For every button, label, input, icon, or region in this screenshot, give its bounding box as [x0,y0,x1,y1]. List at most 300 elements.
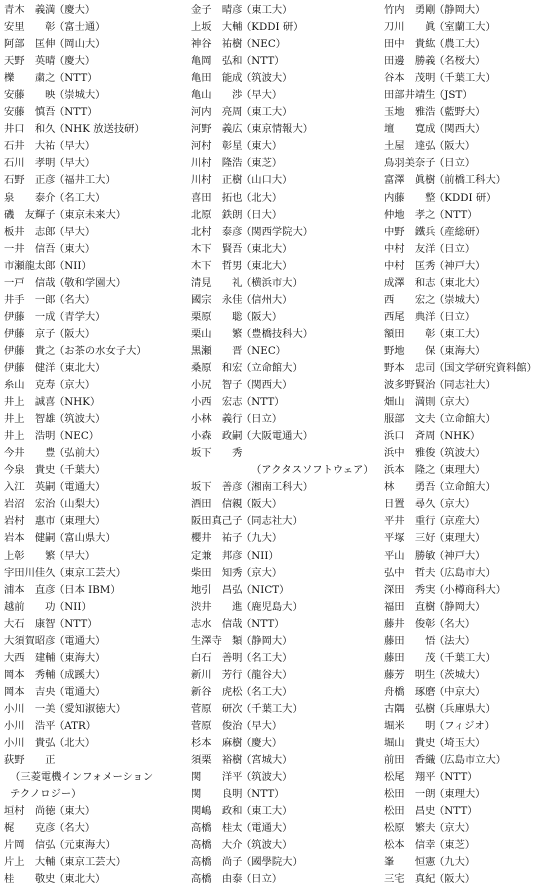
reviewer-entry [191,479,384,496]
reviewer-affiliation: （京大） [434,822,476,835]
reviewer-entry [191,258,384,275]
reviewer-affiliation: （信州大） [241,293,293,306]
reviewer-name: 梶 克彦 [4,822,56,835]
reviewer-name: 前田 香織 [384,754,436,767]
reviewer-name: 新川 芳行 [191,668,243,681]
reviewer-name: 中村 匡秀 [384,259,436,272]
reviewer-entry [191,224,384,241]
reviewer-affiliation: （NTT） [434,771,478,784]
reviewer-affiliation: （関西大） [241,379,293,392]
reviewer-entry [384,87,539,104]
reviewer-entry [191,2,384,19]
reviewer-name: 藤田 悟 [384,634,436,647]
reviewer-affiliation: （名工大） [241,685,293,698]
reviewer-affiliation: （東芝） [434,839,476,852]
reviewer-name: 野本 忠司 [384,361,436,374]
reviewer-name: 関 良明 [191,788,243,801]
reviewer-name: 坂下 秀 [191,447,243,460]
reviewer-affiliation: （NTT） [434,208,478,221]
reviewer-entry [191,275,384,292]
reviewer-affiliation: （静岡大） [434,600,486,613]
reviewer-affiliation: （広島市立大） [434,754,507,767]
reviewer-entry [4,172,191,189]
reviewer-entry [191,70,384,87]
reviewer-entry [4,258,191,275]
reviewer-name: 大須賀昭彦 [4,634,56,647]
reviewer-affiliation: （東工大） [241,4,293,16]
reviewer-name: 小林 義行 [191,413,243,426]
reviewer-affiliation: （関西学院大） [241,225,314,238]
reviewer-name: 大石 康智 [4,617,56,630]
reviewer-entry [4,19,191,36]
reviewer-entry [191,138,384,155]
reviewer-name: 浜口 斉周 [384,430,436,443]
reviewer-name: 桂 敬史 [4,873,56,886]
reviewer-affiliation: （早大） [241,719,283,732]
reviewer-affiliation: （富山県大） [54,532,116,545]
reviewer-affiliation: （電通大） [54,685,106,698]
reviewer-entry [191,104,384,121]
reviewer-affiliation: （東工大） [241,106,293,119]
reviewer-entry [191,513,384,530]
reviewer-name: 糸山 克寿 [4,379,56,392]
reviewer-entry [4,854,191,871]
reviewer-name: 岡本 吉央 [4,685,56,698]
reviewer-entry [4,343,191,360]
reviewer-entry [191,718,384,735]
reviewer-affiliation: （NEC） [241,344,286,357]
reviewer-entry [4,360,191,377]
reviewer-affiliation: （静岡大） [241,634,293,647]
reviewer-name: 櫟 粛之 [4,72,56,85]
reviewer-entry [4,394,191,411]
reviewer-name: 田部井靖生 [384,89,436,102]
reviewer-entry [384,36,539,53]
reviewer-entry [4,36,191,53]
reviewer-name: 亀山 渉 [191,89,243,102]
reviewer-name: 内藤 整 [384,191,436,204]
reviewer-name: 藤田 茂 [384,651,436,664]
reviewer-affiliation: （東北大） [241,259,293,272]
reviewer-affiliation: （成蹊大） [54,668,106,681]
reviewer-affiliation: （福井工大） [54,174,116,187]
reviewer-affiliation: （関西大） [434,123,486,136]
reviewer-name: 堀米 明 [384,719,436,732]
reviewer-entry [191,19,384,36]
reviewer-affiliation: （東京工芸大） [54,856,127,869]
reviewer-affiliation: （お茶の水女子大） [54,344,147,357]
reviewer-name: 井上 誠喜 [4,396,56,409]
reviewer-entry [191,565,384,582]
reviewer-affiliation: （名大） [434,617,476,630]
reviewer-name: 杉本 麻樹 [191,737,243,750]
reviewer-name: 今井 豊 [4,447,56,460]
reviewer-entry [384,633,539,650]
reviewer-entry [4,633,191,650]
reviewer-name: 額田 彰 [384,327,436,340]
reviewer-affiliation: （東工大） [434,327,486,340]
reviewer-name: 松原 繁夫 [384,822,436,835]
reviewer-affiliation: （弘前大） [54,447,106,460]
reviewer-affiliation: （NEC） [54,430,99,443]
reviewer-name: 安里 彰 [4,21,56,34]
reviewer-name: 藤芳 明生 [384,668,436,681]
reviewer-name: 喜田 拓也 [191,191,243,204]
reviewer-entry [4,207,191,224]
reviewer-affiliation: （名大） [54,293,96,306]
reviewer-name: 北村 泰彦 [191,225,243,238]
reviewer-name: 玉地 雅浩 [384,106,436,119]
reviewer-entry [384,70,539,87]
reviewer-entry [191,684,384,701]
reviewer-affiliation: （フィジオ） [434,719,495,732]
affiliation-continuation-line [4,786,191,803]
reviewer-name: 小森 政嗣 [191,430,243,443]
reviewer-affiliation: （NTT） [241,788,285,801]
reviewer-entry [384,513,539,530]
reviewer-affiliation: （北大） [54,737,96,750]
reviewer-entry [4,650,191,667]
reviewer-affiliation: （NTT） [54,617,98,630]
reviewer-affiliation: （東海大） [434,344,486,357]
reviewer-affiliation: （九大） [434,856,476,869]
reviewer-affiliation: （小樽商科大） [434,583,507,596]
reviewer-name: 桑原 和宏 [191,361,243,374]
reviewer-affiliation: （NII） [241,549,279,562]
reviewer-name: 木下 哲男 [191,259,243,272]
reviewer-entry [191,343,384,360]
reviewer-name: 阿部 匡伸 [4,38,56,51]
reviewer-name: 峯 恒憲 [384,856,436,869]
reviewer-affiliation: （名工大） [241,651,293,664]
reviewer-entry [4,138,191,155]
reviewer-affiliation: （鹿児島大） [241,600,303,613]
reviewer-affiliation: （豊橋技科大） [241,327,314,340]
reviewer-affiliation: （早大） [54,225,96,238]
reviewer-affiliation: （名桜大） [434,55,486,68]
reviewer-entry [4,820,191,837]
reviewer-entry [4,445,191,462]
reviewer-entry [4,718,191,735]
reviewer-column-2 [191,2,384,886]
reviewer-entry [191,121,384,138]
reviewer-affiliation: （日立） [434,242,476,255]
reviewer-name: 定兼 邦彦 [191,549,243,562]
reviewer-affiliation: （JST） [434,89,473,102]
reviewer-name: 岡本 秀輔 [4,668,56,681]
reviewer-affiliation: （崇城大） [434,293,486,306]
reviewer-affiliation: （NHK） [54,396,101,409]
reviewer-entry [384,786,539,803]
reviewer-name: 成澤 和志 [384,276,436,289]
reviewer-name: 片上 大輔 [4,856,56,869]
reviewer-name: 竹内 勇剛 [384,4,436,16]
reviewer-name: 神谷 祐樹 [191,38,243,51]
reviewer-entry [4,275,191,292]
reviewer-entry [384,2,539,19]
reviewer-entry [4,667,191,684]
reviewer-affiliation: （早大） [54,140,96,153]
reviewer-affiliation: （国文学研究資料館） [434,361,537,374]
reviewer-name: 刀川 眞 [384,21,436,34]
reviewer-name: 渋井 進 [191,600,243,613]
reviewer-name: 今泉 貴史 [4,464,56,477]
reviewer-name: 石野 正彦 [4,174,56,187]
reviewer-affiliation: （慶大） [241,737,283,750]
reviewer-name: 深田 秀実 [384,583,436,596]
reviewer-name: 富澤 眞樹 [384,174,436,187]
reviewer-affiliation: （敬和学園大） [54,276,127,289]
reviewer-name: 浜中 雅俊 [384,447,436,460]
reviewer-affiliation: （NEC） [241,38,286,51]
reviewer-entry [4,616,191,633]
reviewer-name: 入江 英嗣 [4,481,56,494]
reviewer-affiliation: （農工大） [434,38,486,51]
reviewer-entry [384,224,539,241]
reviewer-entry [384,275,539,292]
reviewer-name: 菅原 俊治 [191,719,243,732]
reviewer-entry [384,309,539,326]
reviewer-name: 宇田川佳久 [4,566,56,579]
reviewer-name: 木下 賢吾 [191,242,243,255]
reviewer-entry [4,70,191,87]
reviewer-affiliation: （横浜市大） [241,276,303,289]
reviewer-affiliation: （筑波大） [241,771,293,784]
reviewer-name: 河野 義広 [191,123,243,136]
reviewer-entry [191,190,384,207]
reviewer-entry [384,820,539,837]
reviewer-affiliation: （富士通） [54,21,106,34]
reviewer-entry [191,411,384,428]
reviewer-name: 荻野 正 [4,754,56,767]
reviewer-column-3 [384,2,539,886]
reviewer-entry [4,428,191,445]
reviewer-name: 土屋 達弘 [384,140,436,153]
reviewer-name: 三宅 真紀 [384,873,436,886]
reviewer-entry [4,496,191,513]
reviewer-name: 伊藤 京子 [4,327,56,340]
reviewer-affiliation: （東芝） [241,157,283,170]
reviewer-entry [4,530,191,547]
reviewer-entry [191,837,384,854]
reviewer-name: 西尾 典洋 [384,310,436,323]
reviewer-affiliation: （室蘭工大） [434,21,496,34]
reviewer-affiliation: （産総研） [434,225,486,238]
reviewer-name: 柴田 知秀 [191,566,243,579]
reviewer-name: 川村 隆浩 [191,157,243,170]
reviewer-name: 中村 友洋 [384,242,436,255]
reviewer-affiliation: （京大） [434,498,476,511]
reviewer-affiliation: （筑波大） [241,839,293,852]
reviewer-name: 岩本 健嗣 [4,532,56,545]
reviewer-name: 石川 孝明 [4,157,56,170]
reviewer-name: 谷本 茂明 [384,72,436,85]
reviewer-affiliation: （名大） [54,822,96,835]
reviewer-name: 井口 和久 [4,123,56,136]
reviewer-name: 古隅 弘樹 [384,702,436,715]
reviewer-entry [384,411,539,428]
reviewer-name: 浦本 直彦 [4,583,56,596]
reviewer-name: 小尻 智子 [191,379,243,392]
reviewer-affiliation: （法大） [434,634,476,647]
reviewer-entry [191,155,384,172]
reviewer-affiliation: （KDDI 研） [241,21,304,34]
reviewer-affiliation: （アクタスソフトウェア） [251,464,374,477]
reviewer-affiliation: （宮城大） [241,754,293,767]
reviewer-entry [384,138,539,155]
reviewer-name: 壇 寛成 [384,123,436,136]
reviewer-affiliation: （藍野大） [434,106,486,119]
reviewer-entry [191,769,384,786]
reviewer-entry [384,667,539,684]
reviewer-name: 平山 勝敏 [384,549,436,562]
reviewer-name: 服部 文夫 [384,413,436,426]
reviewer-affiliation: （前橋工科大） [434,174,507,187]
reviewer-affiliation: （電通大） [241,822,293,835]
reviewer-affiliation: （NTT） [241,396,285,409]
reviewer-affiliation: （同志社大） [434,379,496,392]
reviewer-entry [4,411,191,428]
reviewer-name: 松尾 翔平 [384,771,436,784]
reviewer-name: 中野 鐵兵 [384,225,436,238]
reviewer-name: 日置 尋久 [384,498,436,511]
reviewer-name: 林 勇吾 [384,481,436,494]
reviewer-name: 大西 建輔 [4,651,56,664]
reviewer-affiliation: （東大） [241,140,283,153]
reviewer-entry [384,565,539,582]
reviewer-entry [4,462,191,479]
reviewer-affiliation: （阪大） [241,498,283,511]
reviewer-entry [384,428,539,445]
reviewer-entry [384,496,539,513]
reviewer-entry [384,803,539,820]
reviewer-name: 浜本 隆之 [384,464,436,477]
reviewer-affiliation: （東工大） [241,805,293,818]
reviewer-entry [384,258,539,275]
reviewer-entry [384,394,539,411]
reviewer-name: 仲地 孝之 [384,208,436,221]
reviewer-affiliation: （筑波大） [54,413,106,426]
reviewer-name: 磯 友輝子 [4,208,56,221]
reviewer-entry [4,87,191,104]
reviewer-affiliation: （山梨大） [54,498,106,511]
reviewer-affiliation: （千葉工大） [434,72,496,85]
reviewer-entry [384,530,539,547]
reviewer-affiliation: （京大） [54,379,96,392]
reviewer-entry [4,582,191,599]
reviewer-entry [191,820,384,837]
reviewer-affiliation: （東理大） [434,788,486,801]
reviewer-affiliation: （東京情報大） [241,123,314,136]
reviewer-entry [384,735,539,752]
reviewer-affiliation: （阪大） [434,873,476,886]
reviewer-entry [4,837,191,854]
reviewer-name: 亀岡 弘和 [191,55,243,68]
reviewer-entry [191,87,384,104]
reviewer-entry [4,803,191,820]
reviewer-affiliation: （埼玉大） [434,737,486,750]
reviewer-affiliation: （茨城大） [434,668,486,681]
reviewer-name: 田邊 勝義 [384,55,436,68]
reviewer-name: 田中 貴紘 [384,38,436,51]
reviewer-name: 鳥羽美奈子 [384,157,436,170]
reviewer-affiliation: （神戸大） [434,259,486,272]
reviewer-affiliation: （京大） [241,566,283,579]
reviewer-name: 安藤 映 [4,89,56,102]
reviewer-entry [191,548,384,565]
reviewer-entry [4,53,191,70]
reviewer-entry [384,343,539,360]
reviewer-name: 越前 功 [4,600,56,613]
reviewer-affiliation: （慶大） [54,4,96,16]
reviewer-name: 井上 浩明 [4,430,56,443]
reviewer-entry [4,121,191,138]
reviewer-name: 小西 宏志 [191,396,243,409]
reviewer-entry [384,445,539,462]
reviewer-affiliation: （早大） [54,157,96,170]
reviewer-affiliation: （日立） [241,873,283,886]
reviewer-entry [384,292,539,309]
reviewer-name: 市瀬龍太郎 [4,259,56,272]
reviewer-entry [384,121,539,138]
reviewer-name: 阪田真己子 [191,515,243,528]
reviewer-entry [191,871,384,888]
reviewer-entry [191,172,384,189]
reviewer-name: 國宗 永佳 [191,293,243,306]
affiliation-continuation-line [4,769,191,786]
reviewer-affiliation: （電通大） [54,481,106,494]
reviewer-affiliation: （広島市大） [434,566,496,579]
reviewer-affiliation: （日立） [434,157,476,170]
reviewer-name: 福田 直樹 [384,600,436,613]
reviewer-affiliation: （NTT） [241,617,285,630]
reviewer-affiliation: （東理大） [434,532,486,545]
reviewer-affiliation: （千葉工大） [241,702,303,715]
reviewer-entry [191,786,384,803]
reviewer-entry [384,479,539,496]
reviewer-entry [384,769,539,786]
reviewer-name: 関嶋 政和 [191,805,243,818]
reviewer-entry [4,241,191,258]
reviewer-entry [384,650,539,667]
reviewer-entry [191,241,384,258]
reviewer-name: 関 洋平 [191,771,243,784]
reviewer-entry [384,190,539,207]
reviewer-entry [4,326,191,343]
reviewer-affiliation: （神戸大） [434,549,486,562]
reviewer-entry [384,326,539,343]
reviewer-entry [191,309,384,326]
reviewer-entry [4,548,191,565]
reviewer-affiliation: （國學院大） [241,856,303,869]
reviewer-affiliation: （NTT） [241,55,285,68]
reviewer-affiliation: （NII） [54,259,92,272]
reviewer-affiliation: （KDDI 研） [434,191,497,204]
reviewer-affiliation: （東理大） [54,515,106,528]
reviewer-affiliation: （名工大） [54,191,106,204]
reviewer-name: 栗原 聡 [191,310,243,323]
reviewer-affiliation: （東京未来大） [54,208,127,221]
reviewer-entry [4,701,191,718]
reviewer-name: 石井 大祐 [4,140,56,153]
reviewer-entry [191,599,384,616]
reviewer-entry [191,650,384,667]
reviewer-name: 平井 重行 [384,515,436,528]
reviewer-affiliation: （東海大） [54,651,106,664]
reviewer-affiliation: （NTT） [54,106,98,119]
reviewer-name: 西 宏之 [384,293,436,306]
reviewer-entry [191,53,384,70]
